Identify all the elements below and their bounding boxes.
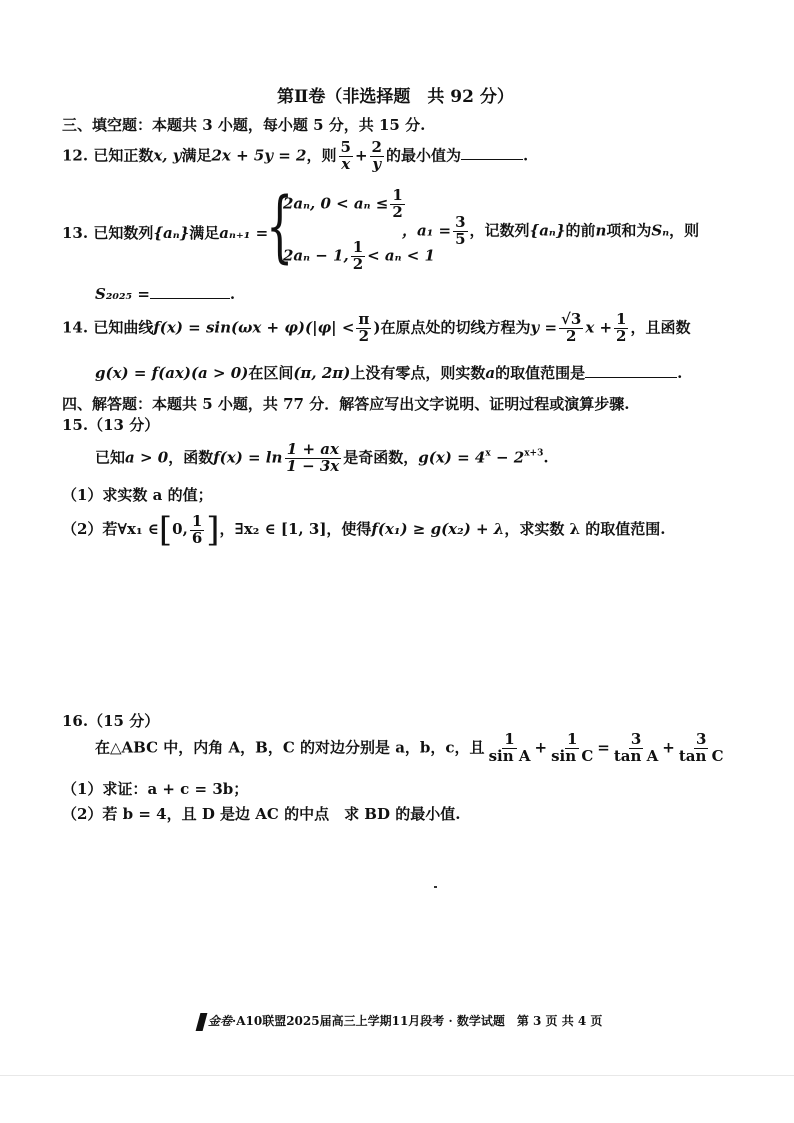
q14-x-plus: x + [585, 318, 613, 337]
q14-number: 14. [62, 318, 89, 337]
q12-vars: x, y [153, 146, 182, 165]
q16-fraction-2 [549, 732, 595, 765]
q12-frac1-den: x [341, 154, 351, 173]
q13-init-fraction [453, 215, 467, 248]
q16-statement [95, 732, 728, 765]
q14-sqrt-fraction [559, 312, 583, 345]
q13-sequence-2: {aₙ} [529, 221, 566, 240]
q13-case1-num: 1 [392, 186, 403, 204]
page-footer [198, 1012, 602, 1031]
q16-f2-den: sin C [551, 746, 594, 765]
q13-init: ，a₁ = [402, 221, 452, 240]
q15-end: . [543, 448, 549, 467]
q13-init-den: 5 [455, 229, 466, 248]
q16-fraction-4 [677, 732, 726, 765]
q14-end: . [677, 364, 683, 382]
q14-text-a: 已知曲线 [93, 318, 154, 337]
q15-sixth-fraction [190, 511, 204, 547]
q13-case2-num: 1 [352, 238, 364, 256]
q15-title: 15.（13 分） [62, 416, 160, 434]
q16-f3-num: 3 [630, 730, 642, 748]
q13-s2025: S₂₀₂₅ = [95, 285, 150, 303]
q14-text-d: 在区间 [248, 364, 294, 382]
q14-pi-den: 2 [358, 326, 370, 345]
q14-interval: (π, 2π) [293, 364, 351, 382]
brand-logo-icon [196, 1013, 208, 1031]
q13-case-1 [283, 188, 407, 221]
section-title: 第Ⅱ卷（非选择题 共 92 分） [277, 87, 514, 107]
q12-answer-blank[interactable] [461, 158, 523, 160]
q15-ln-fraction [284, 442, 341, 475]
q13-case1-den: 2 [392, 202, 403, 221]
q14-a: a [485, 364, 496, 382]
question-12 [62, 140, 528, 173]
q14-gx: g(x) = f(ax)(a > 0) [95, 364, 249, 382]
q14-text-e: 上没有零点，则实数 [350, 364, 486, 382]
q12-end: . [522, 146, 529, 165]
q16-f4-num: 3 [696, 730, 707, 748]
q15-part-2 [62, 510, 666, 550]
q12-frac2-num: 2 [371, 138, 382, 156]
q13-text-b: 满足 [189, 224, 220, 242]
q16-part-2: （2）若 b = 4，且 D 是边 AC 的中点 求 BD 的最小值. [62, 805, 461, 823]
q16-plus: + [534, 738, 548, 757]
q13-text-f: ，则 [669, 221, 700, 240]
q14-text-f: 的取值范围是 [495, 364, 586, 382]
q15-gx: g(x) = 4 [418, 448, 486, 467]
q15-cond: a > 0 [125, 448, 169, 467]
q16-plus-2: + [662, 738, 675, 757]
q13-init-num: 3 [455, 213, 466, 231]
q14-answer-blank[interactable] [585, 376, 677, 378]
q14-pi-fraction [356, 312, 371, 345]
q14-half-num: 1 [616, 310, 627, 328]
question-14-line-1 [62, 312, 691, 345]
q14-half-fraction [614, 312, 628, 345]
q13-text-d: 的前 [565, 221, 596, 240]
page-bottom-rule [0, 1075, 794, 1076]
q12-plus: + [354, 146, 368, 165]
q16-f4-den: tan C [678, 746, 724, 765]
q14-text-c: ，且函数 [630, 318, 691, 337]
q16-fraction-1 [487, 732, 533, 765]
q15-gx-sup1: x [485, 448, 491, 459]
q13-answer-line [95, 285, 235, 303]
q16-text-a: 在△ABC 中，内角 A，B，C 的对边分别是 a，b，c，且 [95, 738, 485, 757]
q16-part-1: （1）求证：a + c = 3b； [62, 780, 249, 798]
q14-pi-num: π [358, 310, 370, 328]
q14-sqrt-num: √3 [561, 310, 582, 328]
q15-frac-lead: 0, [172, 520, 188, 538]
q12-fraction-1 [339, 140, 353, 173]
footer-text: ·A10联盟2025届高三上学期11月段考 · 数学试题 第 3 页 共 4 页 [232, 1014, 603, 1028]
q14-text-b: 在原点处的切线方程为 [380, 318, 531, 337]
q14-close: ) [373, 318, 381, 337]
q16-fraction-3 [612, 732, 660, 765]
q16-f1-num: 1 [504, 730, 515, 748]
q13-case2-den: 2 [352, 254, 364, 273]
q15-part2-c: ，求实数 λ 的取值范围. [504, 520, 666, 538]
question-14-line-2 [95, 362, 682, 383]
q15-sixth-num: 1 [191, 511, 203, 530]
q14-sqrt-den: 2 [565, 326, 577, 345]
q15-text-c: 是奇函数， [343, 448, 419, 467]
scan-speck [434, 886, 437, 888]
q12-number: 12. [62, 146, 89, 165]
q12-text-b: 满足 [181, 146, 212, 165]
part3-header: 三、填空题：本题共 3 小题，每小题 5 分，共 15 分. [62, 116, 426, 134]
q13-rest [402, 215, 699, 248]
q13-end: . [229, 285, 236, 303]
q14-fx: f(x) = sin(ωx + φ)(|φ| < [153, 318, 355, 337]
q15-fx: f(x) = ln [213, 448, 283, 467]
q15-ln-den: 1 − 3x [286, 456, 340, 475]
q14-half-den: 2 [616, 326, 627, 345]
q15-part-1: （1）求实数 a 的值； [62, 486, 213, 504]
q12-equation: 2x + 5y = 2 [211, 146, 307, 165]
q13-sn: Sₙ [651, 221, 670, 240]
q12-fraction-2 [370, 140, 384, 173]
q15-part2-ineq: f(x₁) ≥ g(x₂) + λ [371, 520, 505, 538]
q16-f1-den: sin A [488, 746, 531, 765]
q12-frac2-den: y [372, 154, 382, 173]
q12-text-d: 的最小值为 [385, 146, 461, 165]
q13-lhs: aₙ₊₁ = [219, 224, 269, 242]
q15-sixth-den: 6 [191, 528, 203, 547]
q15-bracket-close: ] [206, 510, 220, 550]
q13-answer-blank[interactable] [150, 297, 230, 299]
q16-f3-den: tan A [613, 746, 659, 765]
q13-case2-text: 2aₙ − 1, [283, 246, 349, 265]
q13-text-c: ，记数列 [469, 221, 530, 240]
q15-gx-sup2: x+3 [524, 448, 544, 459]
q14-y-eq: y = [530, 318, 558, 337]
q13-text-a: 已知数列 [93, 224, 154, 242]
question-13-intro [62, 222, 268, 243]
q13-piecewise-brace: { [266, 182, 294, 272]
q15-text-a: 已知 [95, 448, 126, 467]
q16-f2-num: 1 [566, 730, 578, 748]
q15-statement [95, 442, 549, 475]
q12-text-c: ，则 [306, 146, 337, 165]
q13-case1-text: 2aₙ, 0 < aₙ ≤ [283, 194, 389, 213]
q15-part2-a: （2）若∀x₁ ∈ [62, 520, 159, 538]
q12-frac1-num: 5 [340, 138, 351, 156]
q15-ln-num: 1 + ax [286, 440, 339, 458]
q15-text-b: ，函数 [168, 448, 214, 467]
q13-case2-fraction [351, 240, 365, 273]
q15-gx-mid: − 2 [490, 448, 525, 467]
q16-eq: = [597, 738, 610, 757]
q16-title: 16.（15 分） [62, 712, 160, 730]
q13-number: 13. [62, 224, 89, 242]
q13-case2-text-b: < aₙ < 1 [367, 246, 435, 265]
q12-text: 已知正数 [93, 146, 154, 165]
q15-part2-b: ，∃x₂ ∈ [1, 3]，使得 [219, 520, 372, 538]
q13-n: n [595, 221, 607, 240]
footer-brand: 金卷 [208, 1014, 233, 1028]
q13-text-e: 项和为 [606, 221, 652, 240]
q13-sequence: {aₙ} [153, 224, 190, 242]
part4-header: 四、解答题：本题共 5 小题，共 77 分．解答应写出文字说明、证明过程或演算步骤. [62, 395, 630, 413]
q15-bracket-open: [ [158, 510, 173, 550]
